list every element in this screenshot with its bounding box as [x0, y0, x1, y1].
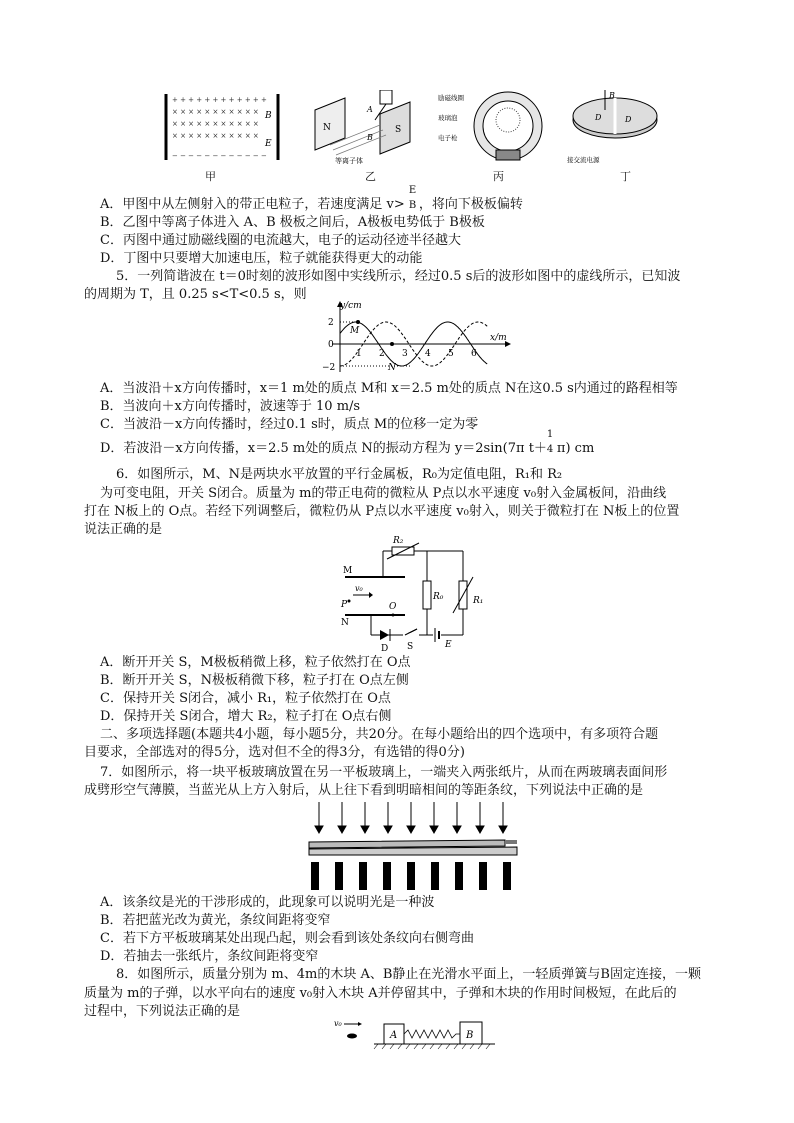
point-m-label: M: [350, 326, 360, 336]
q6-stem-line2: 为可变电阻，开关 S闭合。质量为 m的带正电荷的微粒从 P点以水平速度 v₀射入金属板间，沿曲线: [100, 486, 667, 501]
fraction-e-over-b: [408, 185, 419, 215]
b-field-label: B: [265, 111, 272, 121]
r2-label: R₂: [393, 536, 404, 546]
svg-text:× × × × × × × × × × ×: × × × × × × × × × × ×: [172, 132, 259, 140]
point-o-label: O: [389, 602, 397, 612]
q4-option-d: D．丁图中只要增大加速电压，粒子就能获得更大的动能: [100, 251, 423, 266]
figure-ding: [565, 90, 665, 165]
x-tick-2: 2: [379, 349, 385, 359]
x-tick-3: 3: [402, 349, 408, 359]
circuit-diagram: [335, 535, 500, 655]
block-a-label: A: [390, 1030, 398, 1041]
battery-label: E: [445, 640, 452, 650]
q5-option-c: C．当波沿－x方向传播时，经过0.1 s时，质点 M的位移一定为零: [100, 417, 479, 432]
point-p-label: P: [341, 600, 348, 610]
svg-text:− − − − − − − − − − − −: − − − − − − − − − − − −: [172, 152, 267, 160]
d-right-label: D: [625, 115, 632, 124]
x-tick-4: 4: [425, 349, 431, 359]
section2-heading-line1: 二、多项选择题(本题共4小题，每小题5分，共20分。在每小题给出的四个选项中，有多项符合题: [100, 727, 659, 742]
s-pole-label: S: [395, 125, 402, 135]
q8-stem-line2: 质量为 m的子弹，以水平向右的速度 v₀射入木块 A并停留其中，子弹和木块的作用时间极短，在此后的: [84, 986, 677, 1001]
q8-stem-line3: 过程中，下列说法正确的是: [84, 1004, 241, 1019]
plate-n-label: N: [341, 618, 349, 628]
gun-label: 电子枪: [438, 134, 458, 142]
plate-b-label: B: [367, 133, 373, 142]
q6-option-b: B．断开开关 S，N极板稍微下移，粒子打在 O点左侧: [100, 673, 409, 688]
svg-text:+ + + + + + + + + + + +: + + + + + + + + + + + +: [172, 96, 267, 104]
x-tick-5: 5: [448, 349, 454, 359]
y-tick-neg2: −2: [322, 363, 336, 373]
frac-den-4: 4: [546, 444, 554, 455]
plasma-label: 等离子体: [335, 157, 363, 165]
q7-option-c: C．若下方平板玻璃某处出现凸起，则会看到该处条纹向右侧弯曲: [100, 931, 474, 946]
y-tick-2: 2: [328, 318, 334, 328]
svg-text:× × × × × × × × × × ×: × × × × × × × × × × ×: [172, 108, 259, 116]
b-top-label: B: [609, 91, 615, 100]
v0-label: v₀: [355, 584, 363, 593]
caption-jia: 甲: [205, 170, 216, 183]
bullet-v0-label: v₀: [334, 1019, 342, 1028]
svg-text:× × × × × × × × × × ×: × × × × × × × × × × ×: [172, 120, 259, 128]
q7-option-a: A．该条纹是光的干涉形成的，此现象可以说明光是一种波: [100, 895, 435, 910]
frac-den: B: [408, 200, 417, 211]
q6-option-a: A．断开开关 S，M极板稍微上移，粒子依然打在 O点: [100, 655, 411, 670]
q4-option-b: B．乙图中等离子体进入 A、B 极板之间后，A极板电势低于 B极板: [100, 215, 485, 230]
x-axis-label: x/m: [490, 333, 507, 343]
coil-label: 励磁线圈: [438, 94, 464, 102]
q5-option-d: [100, 429, 595, 459]
bulb-label: 玻璃泡: [438, 114, 458, 122]
q4-option-a: [100, 185, 523, 215]
q6-stem-line4: 说法正确的是: [84, 522, 163, 537]
y-axis-label: y/cm: [340, 301, 362, 311]
figure-yi: [305, 90, 420, 165]
block-b-label: B: [466, 1030, 474, 1041]
point-m: [356, 320, 360, 324]
x-tick-6: 6: [471, 349, 477, 359]
y-tick-0: 0: [328, 340, 334, 350]
bullet: [347, 1034, 357, 1039]
q6-option-c: C．保持开关 S闭合，减小 R₁，粒子依然打在 O点: [100, 691, 391, 706]
e-field-label: E: [265, 139, 272, 149]
r0-label: R₀: [433, 592, 444, 602]
q7-stem-line1: 7．如图所示，将一块平板玻璃放置在另一平板玻璃上，一端夹入两张纸片，从而在两玻璃表面间形: [100, 765, 668, 780]
spring-blocks-diagram: [330, 1014, 500, 1054]
ac-source-label: 接交流电源: [567, 156, 600, 164]
q5-option-d-tail: π) cm: [556, 441, 595, 456]
plate-a-label: A: [367, 105, 373, 114]
q7-stem-line2: 成劈形空气薄膜，当蓝光从上方入射后，从上往下看到明暗相间的等距条纹，下列说法中正确的是: [84, 783, 644, 798]
switch-label: S: [407, 642, 414, 652]
point-n-label: N: [388, 363, 396, 373]
q4-option-c: C．丙图中通过励磁线圈的电流越大，电子的运动径迹半径越大: [100, 233, 461, 248]
figure-row-top: [160, 90, 660, 185]
q5-option-a: A．当波沿＋x方向传播时，x＝1 m处的质点 M和 x＝2.5 m处的质点 N在这0.5 s内通过的路程相等: [100, 381, 678, 396]
q5-option-b: B．当波向＋x方向传播时，波速等于 10 m/s: [100, 399, 361, 414]
plate-m-label: M: [343, 566, 353, 576]
q8-stem-line1: 8．如图所示，质量分别为 m、4m的木块 A、B静止在光滑水平面上，一轻质弹簧与B固定连接，一颗: [116, 967, 701, 982]
q7-option-d: D．若抽去一张纸片，条纹间距将变窄: [100, 949, 319, 964]
q6-stem-line3: 打在 N板上的 O点。若经下列调整后，微粒仍从 P点以水平速度 v₀射入，则关于微粒打在 N板上的位置: [84, 504, 680, 519]
caption-yi: 乙: [365, 170, 376, 183]
q5-stem-line1: 5．一列简谐波在 t＝0时刻的波形如图中实线所示，经过0.5 s后的波形如图中的虚线所示，已知波: [116, 269, 681, 284]
x-tick-1: 1: [356, 349, 362, 359]
q6-option-d: D．保持开关 S闭合，增大 R₂，粒子打在 O点右侧: [100, 709, 392, 724]
caption-bing: 丙: [493, 170, 504, 183]
n-pole-label: N: [323, 123, 331, 133]
frac-num: E: [408, 185, 417, 196]
q5-stem-line2: 的周期为 T，且 0.25 s<T<0.5 s，则: [84, 287, 307, 302]
q4-option-a-text: A．甲图中从左侧射入的带正电粒子，若速度满足 v>: [100, 197, 405, 212]
figure-jia: [160, 90, 285, 165]
q6-stem-line1: 6．如图所示，M、N是两块水平放置的平行金属板，R₀为定值电阻，R₁和 R₂: [116, 467, 563, 482]
wedge-film-diagram: [305, 800, 520, 892]
r1-label: R₁: [473, 596, 484, 606]
point-n: [390, 342, 394, 346]
spring: [404, 1030, 460, 1038]
q4-option-a-tail: ，将向下极板偏转: [418, 197, 523, 212]
q7-option-b: B．若把蓝光改为黄光，条纹间距将变窄: [100, 913, 331, 928]
figure-bing: [438, 90, 553, 165]
fraction-1-over-4: [546, 429, 557, 459]
q5-option-d-text: D．若波沿－x方向传播，x＝2.5 m处的质点 N的振动方程为 y＝2sin(7π t＋: [100, 441, 547, 456]
section2-heading-line2: 目要求，全部选对的得5分，选对但不全的得3分，有选错的得0分): [84, 745, 465, 760]
caption-ding: 丁: [620, 170, 631, 183]
frac-num-1: 1: [546, 429, 554, 440]
wave-graph: [310, 300, 520, 376]
d-left-label: D: [595, 113, 602, 122]
diode-label: D: [381, 644, 389, 654]
